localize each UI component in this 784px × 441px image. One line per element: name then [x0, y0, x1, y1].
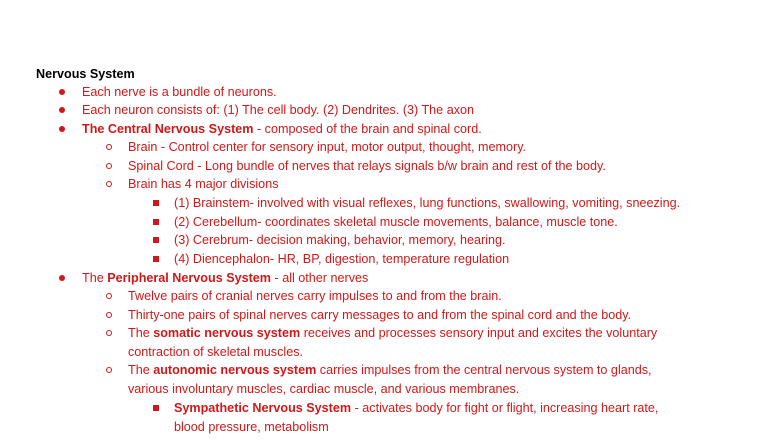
autonomic-bold-label: autonomic nervous system: [153, 363, 317, 377]
item-spinal-nerves: Thirty-one pairs of spinal nerves carry messages to and from the spinal cord and the body.: [128, 308, 632, 322]
somatic-description: receives and processes sensory input and excites the voluntary: [300, 326, 658, 340]
square-bullet-icon: [153, 256, 159, 262]
circle-bullet-icon: [106, 367, 112, 373]
item-neuron-parts: Each neuron consists of: (1) The cell body. (2) Dendrites. (3) The axon: [82, 103, 474, 117]
circle-bullet-icon: [106, 144, 112, 150]
circle-bullet-icon: [106, 330, 112, 336]
item-nerve-bundle: Each nerve is a bundle of neurons.: [82, 85, 277, 99]
square-bullet-icon: [153, 219, 159, 225]
somatic-bold-label: somatic nervous system: [153, 326, 301, 340]
item-brain: Brain - Control center for sensory input, motor output, thought, memory.: [128, 140, 527, 154]
cns-description: - composed of the brain and spinal cord.: [253, 122, 482, 136]
item-autonomic-nervous-system: [128, 361, 652, 379]
sympathetic-continuation: blood pressure, metabolism: [174, 420, 329, 434]
circle-bullet-icon: [106, 181, 112, 187]
circle-bullet-icon: [106, 293, 112, 299]
square-bullet-icon: [153, 405, 159, 411]
somatic-prefix: The: [128, 326, 154, 340]
square-bullet-icon: [153, 200, 159, 206]
circle-bullet-icon: [106, 312, 112, 318]
autonomic-description: carries impulses from the central nervous system to glands,: [316, 363, 652, 377]
item-sympathetic-nervous-system: [174, 399, 658, 417]
disc-bullet-icon: [59, 89, 65, 95]
somatic-continuation: contraction of skeletal muscles.: [128, 345, 303, 359]
item-diencephalon: (4) Diencephalon- HR, BP, digestion, temperature regulation: [174, 252, 510, 266]
sympathetic-bold-label: Sympathetic Nervous System: [174, 401, 352, 415]
cns-bold-label: The Central Nervous System: [82, 122, 254, 136]
disc-bullet-icon: [59, 275, 65, 281]
item-cranial-nerves: Twelve pairs of cranial nerves carry impulses to and from the brain.: [128, 289, 502, 303]
autonomic-continuation: various involuntary muscles, cardiac muscle, and various membranes.: [128, 382, 520, 396]
item-brainstem: (1) Brainstem- involved with visual reflexes, lung functions, swallowing, vomiting, sneezing.: [174, 196, 681, 210]
pns-prefix: The: [82, 271, 108, 285]
disc-bullet-icon: [59, 107, 65, 113]
item-somatic-nervous-system: [128, 324, 657, 342]
document-heading: Nervous System: [36, 67, 135, 81]
sympathetic-description: - activates body for fight or flight, increasing heart rate,: [351, 401, 659, 415]
disc-bullet-icon: [59, 126, 65, 132]
item-central-nervous-system: [82, 120, 482, 138]
item-peripheral-nervous-system: [82, 269, 368, 287]
autonomic-prefix: The: [128, 363, 154, 377]
pns-bold-label: Peripheral Nervous System: [107, 271, 271, 285]
square-bullet-icon: [153, 237, 159, 243]
circle-bullet-icon: [106, 163, 112, 169]
item-spinal-cord: Spinal Cord - Long bundle of nerves that relays signals b/w brain and rest of the body.: [128, 159, 606, 173]
item-cerebrum: (3) Cerebrum- decision making, behavior, memory, hearing.: [174, 233, 506, 247]
pns-description: - all other nerves: [271, 271, 369, 285]
item-brain-divisions: Brain has 4 major divisions: [128, 177, 279, 191]
item-cerebellum: (2) Cerebellum- coordinates skeletal muscle movements, balance, muscle tone.: [174, 215, 618, 229]
